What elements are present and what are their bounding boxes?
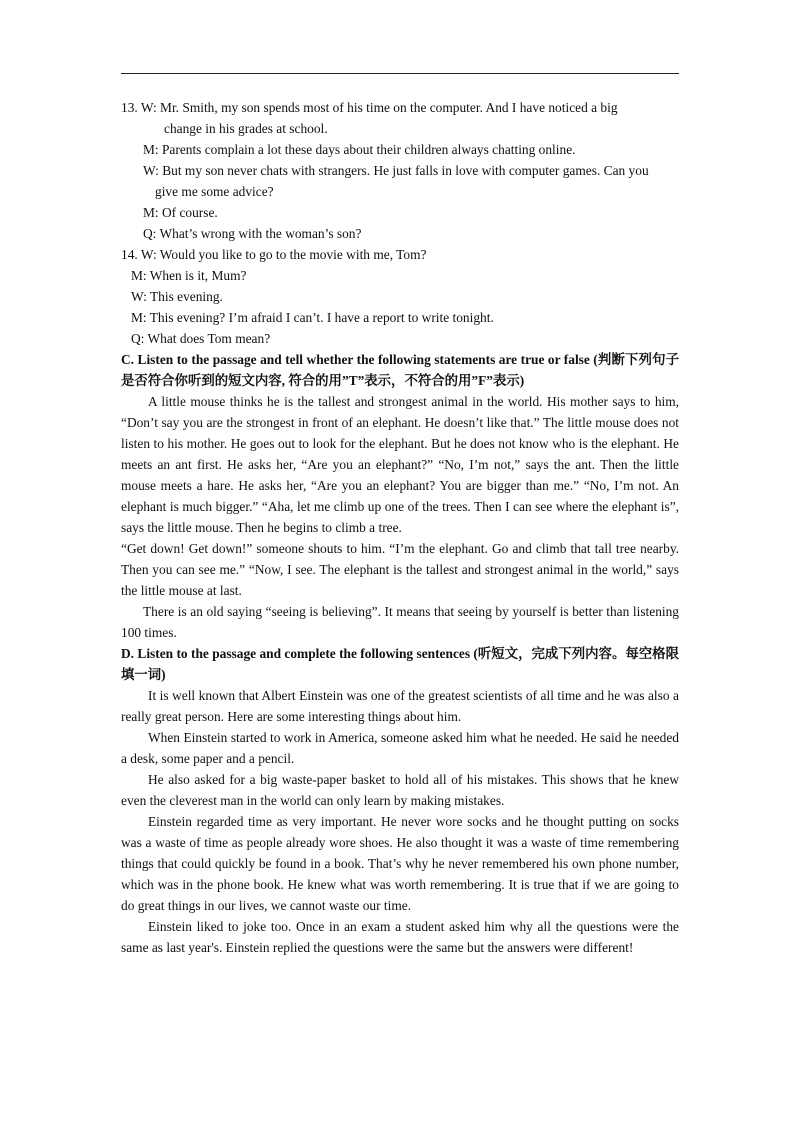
section-d-paragraph: Einstein regarded time as very important. He never wore socks and he thought putting on socks was a waste of time as people already wore shoes. He also thought it was a waste of time remembering things that could quickly be found in a book. That’s why he never remembered his own phone number, which was in the phone book. He knew what was worth remembering. It is true that if we are going to do great things in our lives, we cannot waste our time.: [121, 814, 679, 913]
dialogue-question: Q: What does Tom mean?: [131, 331, 271, 346]
dialogue-line: 13. W: Mr. Smith, my son spends most of his time on the computer. And I have noticed a big: [121, 100, 618, 115]
section-c-paragraph: “Get down! Get down!” someone shouts to him. “I’m the elephant. Go and climb that tall tree nearby. Then you can see me.” “Now, I see. The elephant is the tallest and strongest animal in the world,” says the little mouse at last.: [121, 541, 679, 598]
dialogue-line: change in his grades at school.: [164, 121, 328, 136]
section-d-heading: D. Listen to the passage and complete the following sentences (听短文，完成下列内容。每空格限填一词): [121, 646, 679, 682]
section-c-paragraph: There is an old saying “seeing is believing”. It means that seeing by yourself is better than listening 100 times.: [121, 604, 679, 640]
dialogue-line: 14. W: Would you like to go to the movie with me, Tom?: [121, 247, 427, 262]
dialogue-line: W: This evening.: [131, 289, 223, 304]
section-c-paragraph: A little mouse thinks he is the tallest and strongest animal in the world. His mother says to him, “Don’t say you are the strongest in front of an elephant. He doesn’t like that.” The little mouse does not listen to his mother. He goes out to look for the elephant. But he does not know who is the elephant. He meets an ant first. He asks her, “Are you an elephant?” “No, I’m not,” says the ant. Then the little mouse meets a hare. He asks her, “Are you an elephant? You are bigger than me.” “No, I’m not. An elephant is much bigger.” “Aha, let me climb up one of the trees. Then I can see where the elephant is”, says the little mouse. Then he begins to climb a tree.: [121, 394, 679, 535]
dialogue-line: M: When is it, Mum?: [131, 268, 247, 283]
question-14-dialogue: [121, 244, 679, 349]
dialogue-line: M: This evening? I’m afraid I can’t. I have a report to write tonight.: [131, 310, 494, 325]
section-c: [121, 349, 679, 643]
dialogue-line: M: Parents complain a lot these days about their children always chatting online.: [143, 142, 576, 157]
question-13-dialogue: [121, 97, 679, 244]
section-d: [121, 643, 679, 958]
section-d-paragraph: It is well known that Albert Einstein was one of the greatest scientists of all time and he was also a really great person. Here are some interesting things about him.: [121, 688, 679, 724]
dialogue-line: W: But my son never chats with strangers. He just falls in love with computer games. Can you: [143, 163, 649, 178]
section-d-paragraph: He also asked for a big waste-paper basket to hold all of his mistakes. This shows that he knew even the cleverest man in the world can only learn by making mistakes.: [121, 772, 679, 808]
document-page: [121, 97, 679, 958]
dialogue-line: M: Of course.: [143, 205, 218, 220]
section-c-heading: C. Listen to the passage and tell whether the following statements are true or false (判断下列句子是否符合你听到的短文内容, 符合的用”T”表示，不符合的用”F”表示): [121, 352, 679, 388]
section-d-paragraph: When Einstein started to work in America, someone asked him what he needed. He said he needed a desk, some paper and a pencil.: [121, 730, 679, 766]
header-rule: [121, 73, 679, 74]
dialogue-question: Q: What’s wrong with the woman’s son?: [143, 226, 362, 241]
dialogue-line: give me some advice?: [155, 184, 274, 199]
section-d-paragraph: Einstein liked to joke too. Once in an exam a student asked him why all the questions were the same as last year's. Einstein replied the questions were the same but the answers were different!: [121, 919, 679, 955]
